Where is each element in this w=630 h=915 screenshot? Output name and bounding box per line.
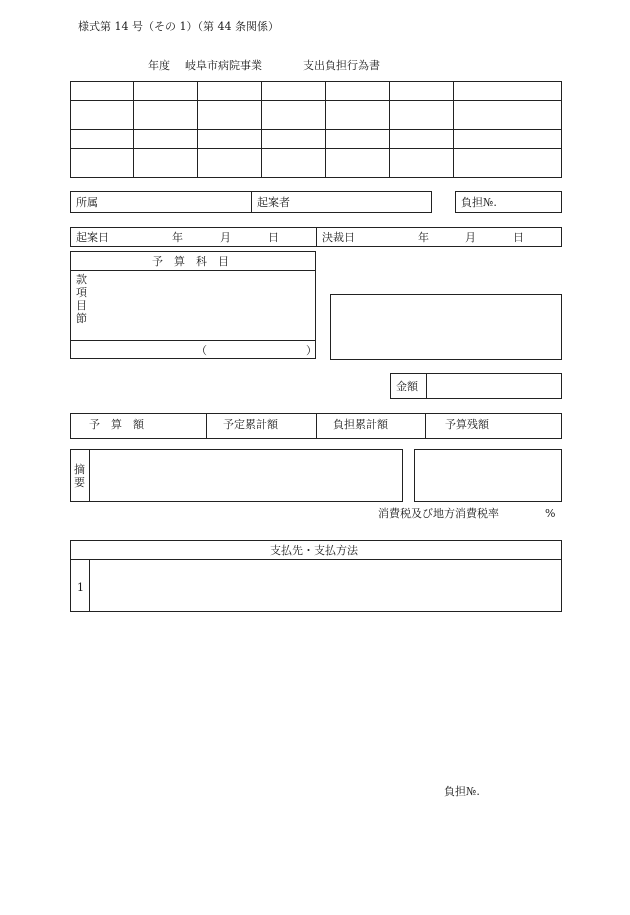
draft-month: 月: [220, 231, 231, 244]
budget-line-kou: 項: [76, 286, 87, 299]
burden-cumulative-header: 負担累計額: [333, 418, 388, 431]
dept-label: 所属: [76, 196, 98, 209]
payment-row-number: 1: [77, 581, 84, 594]
divider: [316, 413, 317, 439]
decision-date-label: 決裁日: [322, 231, 355, 244]
title-year: 年度: [148, 59, 170, 72]
approval-stamp-grid: [70, 81, 562, 178]
planned-cumulative-header: 予定累計額: [223, 418, 278, 431]
divider: [426, 373, 427, 399]
budget-amount-header: 予 算 額: [89, 418, 144, 431]
drafter-label: 起案者: [257, 196, 290, 209]
amount-label: 金額: [396, 380, 418, 393]
budget-item-heading: 予 算 科 目: [152, 255, 229, 268]
draft-day: 日: [268, 231, 279, 244]
budget-line-moku: 目: [76, 299, 87, 312]
budget-remaining-header: 予算残額: [445, 418, 489, 431]
tax-rate-label: 消費税及び地方消費税率: [378, 507, 499, 520]
decision-year: 年: [418, 231, 429, 244]
decision-month: 月: [465, 231, 476, 244]
budget-line-kan: 款: [76, 273, 87, 286]
divider: [206, 413, 207, 439]
divider: [89, 559, 90, 612]
note-box: [330, 294, 562, 360]
footer-burden-number: 負担№.: [444, 785, 480, 798]
divider: [89, 449, 90, 502]
title-document: 支出負担行為書: [303, 59, 380, 72]
burden-number-label: 負担№.: [461, 196, 497, 209]
summary-box: [70, 449, 403, 502]
decision-day: 日: [513, 231, 524, 244]
title-org: 岐阜市病院事業: [185, 59, 262, 72]
summary-label-top: 摘: [74, 463, 85, 476]
divider: [70, 270, 316, 271]
draft-date-label: 起案日: [76, 231, 109, 244]
budget-item-paren: （ ）: [196, 344, 317, 357]
divider: [316, 227, 317, 247]
payment-heading: 支払先・支払方法: [270, 544, 358, 557]
divider: [70, 559, 562, 560]
budget-line-setsu: 節: [76, 312, 87, 325]
divider: [425, 413, 426, 439]
tax-rate-unit: %: [545, 507, 556, 520]
summary-side-box: [414, 449, 562, 502]
form-number: 様式第 14 号（その 1）（第 44 条関係）: [78, 20, 279, 33]
divider: [251, 191, 252, 213]
divider: [70, 340, 316, 341]
summary-label-bottom: 要: [74, 476, 85, 489]
draft-year: 年: [172, 231, 183, 244]
